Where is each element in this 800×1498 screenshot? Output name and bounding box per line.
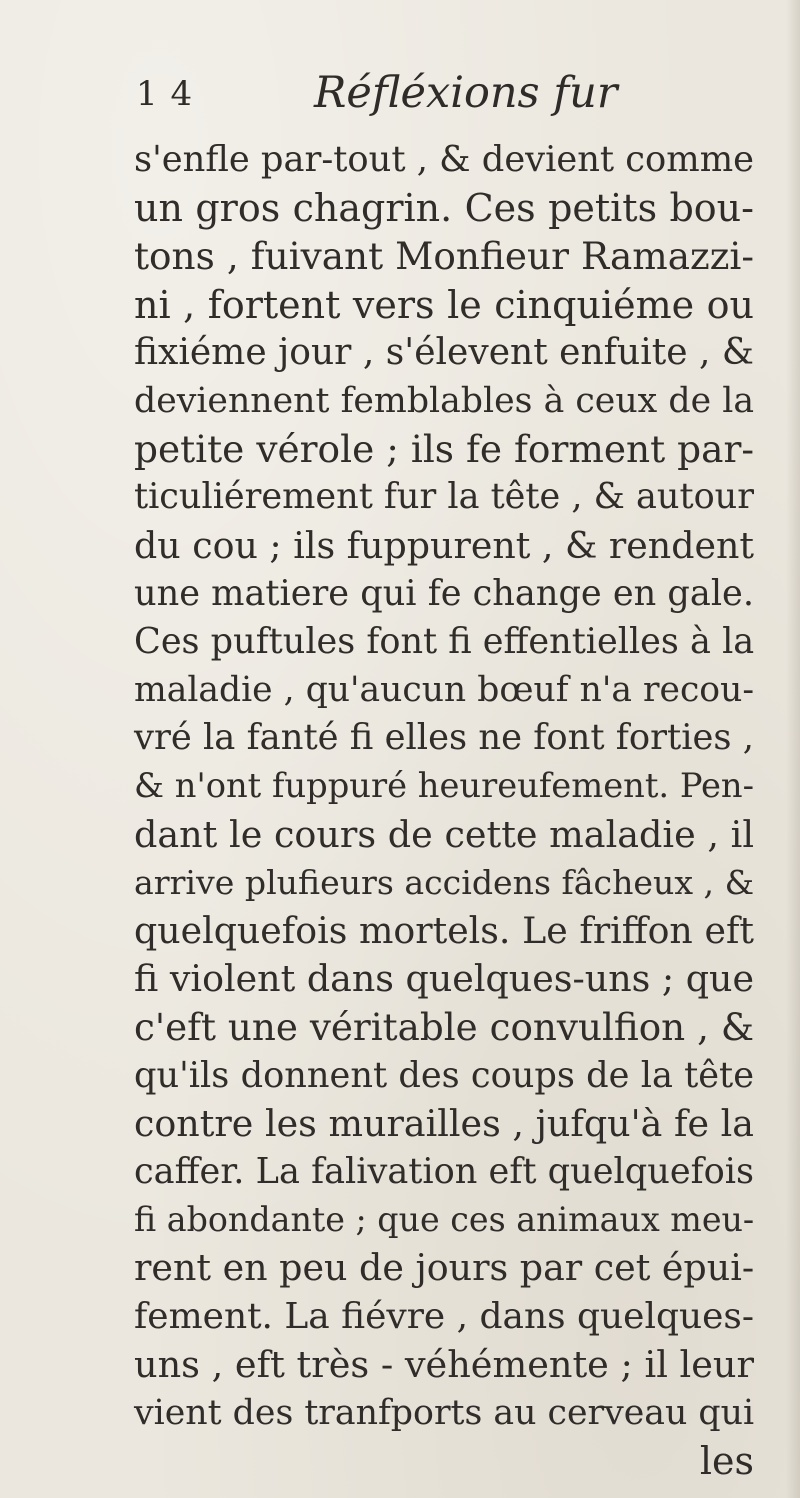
body-text [134, 136, 754, 1485]
text-line: ni , fortent vers le cinquiéme ou [134, 282, 754, 327]
page-number: 1 4 [136, 74, 194, 114]
text-line: une matiere qui fe change en gale. [134, 572, 754, 614]
text-line: tons , fuivant Monfieur Ramazzi- [134, 234, 754, 279]
text-line: maladie , qu'aucun bœuf n'a recou- [134, 670, 754, 711]
text-line: c'eft une véritable convulfion , & [134, 1005, 754, 1050]
text-line: contre les murailles , jufqu'à fe la [134, 1101, 754, 1145]
text-line: qu'ils donnent des coups de la tête [134, 1054, 754, 1096]
text-line: deviennent femblables à ceux de la [134, 380, 754, 421]
text-line: fement. La fiévre , dans quelques- [134, 1295, 754, 1337]
text-line: caffer. La falivation eft quelquefois [134, 1150, 754, 1192]
page-header [136, 68, 736, 132]
text-line: vient des tranfports au cerveau qui [134, 1392, 755, 1433]
text-line: arrive plufieurs accidens fâcheux , & [134, 862, 755, 902]
text-line: petite vérole ; ils fe forment par- [134, 427, 754, 472]
text-line: un gros chagrin. Ces petits bou- [134, 186, 754, 231]
text-line: du cou ; ils fuppurent , & rendent [134, 523, 754, 567]
text-line: & n'ont fuppuré heureufement. Pen- [134, 766, 754, 806]
page-edge-shadow [786, 0, 800, 1498]
text-line: fi abondante ; que ces animaux meu- [134, 1200, 755, 1240]
text-line: Ces puftules font fi effentielles à la [134, 620, 755, 662]
text-line: uns , eft très - véhémente ; il leur [134, 1342, 755, 1386]
text-line: vré la fanté fi elles ne font forties , [134, 717, 754, 759]
text-line: fi violent dans quelques-uns ; que [134, 957, 755, 1001]
text-line: s'enfle par-tout , & devient comme [134, 139, 754, 180]
text-line: rent en peu de jours par cet épui- [134, 1246, 755, 1290]
text-line: ticuliérement fur la tête , & autour [134, 476, 754, 518]
running-title: Réfléxions fur [314, 68, 618, 118]
text-line: fixiéme jour , s'élevent enfuite , & [134, 331, 754, 373]
catchword: les [699, 1439, 754, 1484]
text-line: quelquefois mortels. Le friffon eft [134, 909, 754, 952]
text-line: dant le cours de cette maladie , il [134, 812, 754, 856]
